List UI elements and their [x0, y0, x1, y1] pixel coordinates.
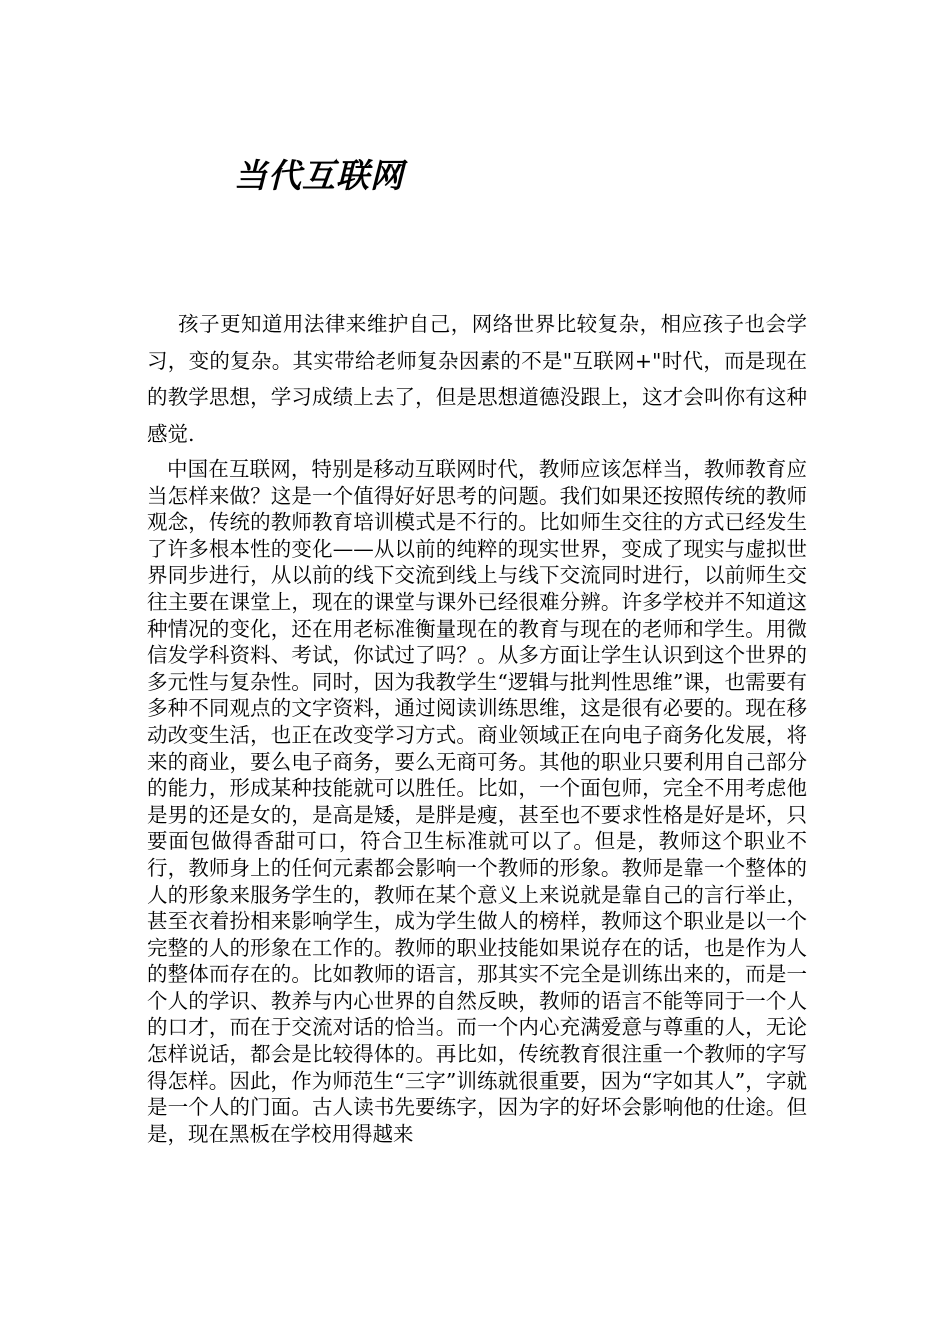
body-paragraph-1: 孩子更知道用法律来维护自己，网络世界比较复杂，相应孩子也会学习，变的复杂。其实带给老师复杂因素的不是"互联网+"时代，而是现在的教学思想，学习成绩上去了，但是思想道德没跟上，这才会叫你有这种感觉. — [147, 312, 807, 446]
body-paragraph-2: 中国在互联网，特别是移动互联网时代，教师应该怎样当，教师教育应当怎样来做？这是一个值得好好思考的问题。我们如果还按照传统的教师观念，传统的教师教育培训模式是不行的。比如师生交往的方式已经发生了许多根本性的变化——从以前的纯粹的现实世界，变成了现实与虚拟世界同步进行，从以前的线下交流到线上与线下交流同时进行，以前师生交往主要在课堂上，现在的课堂与课外已经很难分辨。许多学校并不知道这种情况的变化，还在用老标准衡量现在的教育与现在的老师和学生。用微信发学科资料、考试，你试过了吗？。从多方面让学生认识到这个世界的多元性与复杂性。同时，因为我教学生“逻辑与批判性思维”课，也需要有多种不同观点的文字资料，通过阅读训练思维，这是很有必要的。现在移动改变生活，也正在改变学习方式。商业领域正在向电子商务化发展，将来的商业，要么电子商务，要么无商可务。其他的职业只要利用自己部分的能力，形成某种技能就可以胜任。比如，一个面包师，完全不用考虑他是男的还是女的，是高是矮，是胖是瘦，甚至也不要求性格是好是坏，只要面包做得香甜可口，符合卫生标准就可以了。但是，教师这个职业不行，教师身上的任何元素都会影响一个教师的形象。教师是靠一个整体的人的形象来服务学生的，教师在某个意义上来说就是靠自己的言行举止，甚至衣着扮相来影响学生，成为学生做人的榜样，教师这个职业是以一个完整的人的形象在工作的。教师的职业技能如果说存在的话，也是作为人的整体而存在的。比如教师的语言，那其实不完全是训练出来的，而是一个人的学识、教养与内心世界的自然反映，教师的语言不能等同于一个人的口才，而在于交流对话的恰当。而一个内心充满爱意与尊重的人，无论怎样说话，都会是比较得体的。再比如，传统教育很注重一个教师的字写得怎样。因此，作为师范生“三字”训练就很重要，因为“字如其人”，字就是一个人的门面。古人读书先要练字，因为字的好坏会影响他的仕途。但是，现在黑板在学校用得越来 — [147, 457, 807, 1146]
document-title: 当代互联网 — [234, 156, 404, 195]
